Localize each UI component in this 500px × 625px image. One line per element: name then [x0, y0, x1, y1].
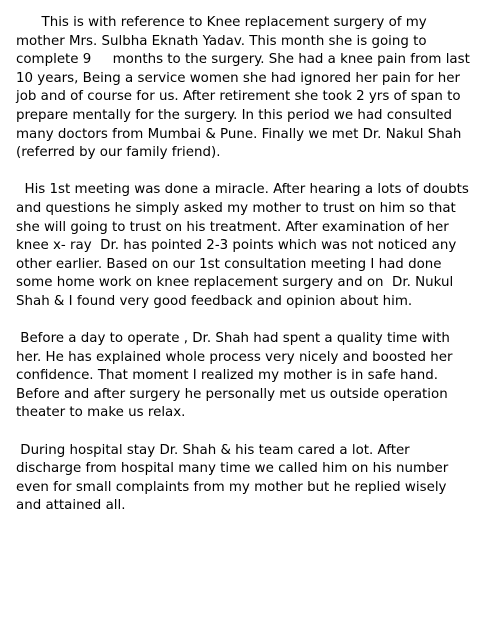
letter-body [16, 14, 486, 516]
text-line: mother Mrs. Sulbha Eknath Yadav. This month she is going to [16, 33, 427, 49]
text-line: During hospital stay Dr. Shah & his team cared a lot. After [16, 442, 410, 458]
paragraph-gap [16, 423, 486, 442]
paragraph-gap [16, 312, 486, 331]
text-line: This is with reference to Knee replacement surgery of my [16, 15, 427, 30]
text-line: Shah & I found very good feedback and opinion about him. [16, 293, 413, 309]
text-line: 10 years, Being a service women she had ignored her pain for her [16, 70, 460, 86]
text-line: and questions he simply asked my mother to trust on him so that [16, 200, 456, 216]
paragraph-1 [16, 14, 486, 163]
text-line: complete 9 months to the surgery. She had a knee pain from last [16, 52, 470, 68]
paragraph-4 [16, 442, 486, 516]
paragraph-2 [16, 181, 486, 311]
text-line: His 1st meeting was done a miracle. After hearing a lots of doubts [16, 182, 469, 198]
text-line: Before and after surgery he personally met us outside operation [16, 386, 448, 402]
text-line: her. He has explained whole process very nicely and boosted her [16, 349, 453, 365]
text-line: knee x- ray Dr. has pointed 2-3 points which was not noticed any [16, 238, 457, 254]
text-line: she will going to trust on his treatment. After examination of her [16, 219, 449, 235]
text-line: confidence. That moment I realized my mother is in safe hand. [16, 368, 438, 384]
text-line: (referred by our family friend). [16, 145, 221, 161]
text-line: and attained all. [16, 498, 126, 514]
text-line: some home work on knee replacement surgery and on Dr. Nukul [16, 275, 454, 291]
text-line: discharge from hospital many time we called him on his number [16, 461, 449, 477]
text-line: prepare mentally for the surgery. In this period we had consulted [16, 107, 453, 123]
text-line: other earlier. Based on our 1st consultation meeting I had done [16, 256, 442, 272]
paragraph-3 [16, 330, 486, 423]
text-line: Before a day to operate , Dr. Shah had spent a quality time with [16, 331, 450, 347]
text-line: even for small complaints from my mother but he replied wisely [16, 479, 447, 495]
text-line: many doctors from Mumbai & Pune. Finally we met Dr. Nakul Shah [16, 126, 462, 142]
text-line: theater to make us relax. [16, 405, 186, 421]
paragraph-gap [16, 163, 486, 182]
text-line: job and of course for us. After retirement she took 2 yrs of span to [16, 89, 461, 105]
